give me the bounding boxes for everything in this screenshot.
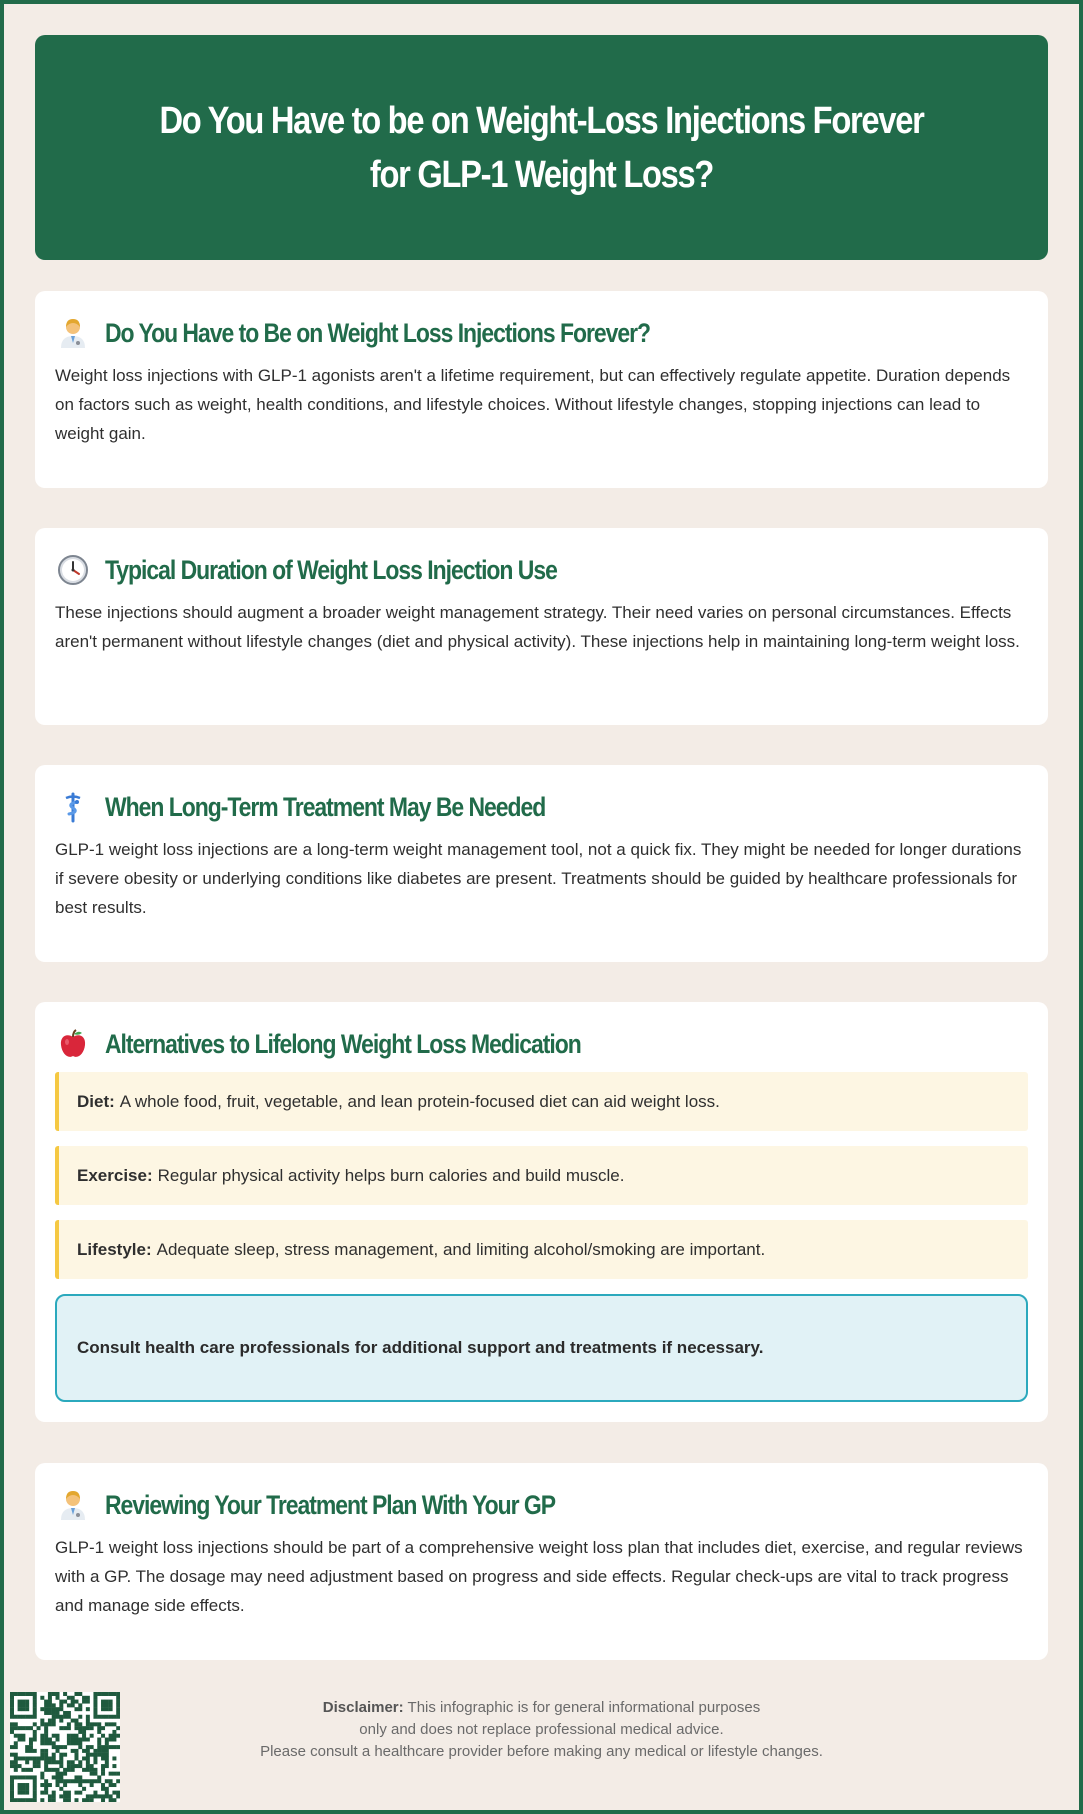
medical-caduceus-icon	[55, 789, 91, 825]
qr-code[interactable]	[10, 1692, 120, 1802]
disclaimer-label: Disclaimer:	[322, 1699, 404, 1716]
disclaimer	[150, 1697, 933, 1763]
apple-icon	[55, 1026, 91, 1062]
section-header	[55, 550, 1028, 590]
page-header	[35, 35, 1048, 260]
callout-text: Consult health care professionals for additional support and treatments if necessary.	[77, 1338, 764, 1357]
health-worker-icon	[55, 315, 91, 351]
disclaimer-line: Please consult a healthcare provider before making any medical or lifestyle changes.	[260, 1743, 823, 1760]
section-body: Weight loss injections with GLP-1 agonists aren't a lifetime requirement, but can effectively regulate appetite. Duration depends on factors such as weight, health conditions, and lifestyle choices. Without lifestyle changes, stopping injections can lead to weight gain.	[55, 366, 1011, 443]
item-text: A whole food, fruit, vegetable, and lean protein-focused diet can aid weight loss.	[119, 1091, 720, 1111]
disclaimer-text: This infographic is for general informational purposes	[407, 1699, 761, 1716]
section-body: GLP-1 weight loss injections are a long-term weight management tool, not a quick fix. They might be needed for longer durations if severe obesity or underlying conditions like diabetes are present. Treatments should be guided by healthcare professionals for best results.	[55, 840, 1022, 917]
alternatives-list	[55, 1072, 1028, 1279]
section-card-long-term	[35, 765, 1048, 962]
section-title: Do You Have to Be on Weight Loss Injections Forever?	[105, 317, 651, 348]
section-card-alternatives	[35, 1002, 1048, 1422]
section-card-duration	[35, 528, 1048, 725]
item-text: Regular physical activity helps burn calories and build muscle.	[157, 1165, 625, 1185]
section-title: When Long-Term Treatment May Be Needed	[105, 791, 546, 822]
section-header	[55, 787, 1028, 827]
section-header	[55, 313, 1028, 353]
section-header	[55, 1024, 1028, 1064]
page-title: Do You Have to be on Weight-Loss Injections Forever for GLP-1 Weight Loss?	[159, 99, 924, 196]
disclaimer-line: only and does not replace professional medical advice.	[359, 1721, 724, 1738]
item-text: Adequate sleep, stress management, and limiting alcohol/smoking are important.	[156, 1239, 766, 1259]
section-title: Reviewing Your Treatment Plan With Your GP	[105, 1489, 556, 1520]
qr-code-icon	[10, 1692, 120, 1802]
section-body: These injections should augment a broader weight management strategy. Their need varies on personal circumstances. Effects aren't permanent without lifestyle changes (diet and physical activity). These injections help in maintaining long-term weight loss.	[55, 603, 1020, 651]
item-label: Lifestyle:	[77, 1239, 152, 1259]
consult-callout	[55, 1294, 1028, 1402]
item-label: Diet:	[77, 1091, 115, 1111]
item-label: Exercise:	[77, 1165, 153, 1185]
list-item	[55, 1072, 1028, 1131]
disclaimer-line	[150, 1697, 933, 1719]
list-item	[55, 1220, 1028, 1279]
health-worker-icon	[55, 1487, 91, 1523]
section-card-forever	[35, 291, 1048, 488]
clock-icon	[55, 552, 91, 588]
section-header	[55, 1485, 1028, 1525]
list-item	[55, 1146, 1028, 1205]
section-title: Alternatives to Lifelong Weight Loss Medication	[105, 1028, 581, 1059]
section-card-review	[35, 1463, 1048, 1660]
section-title: Typical Duration of Weight Loss Injection Use	[105, 554, 557, 585]
section-body: GLP-1 weight loss injections should be part of a comprehensive weight loss plan that includes diet, exercise, and regular reviews with a GP. The dosage may need adjustment based on progress and side effects. Regular check-ups are vital to track progress and manage side effects.	[55, 1538, 1023, 1615]
